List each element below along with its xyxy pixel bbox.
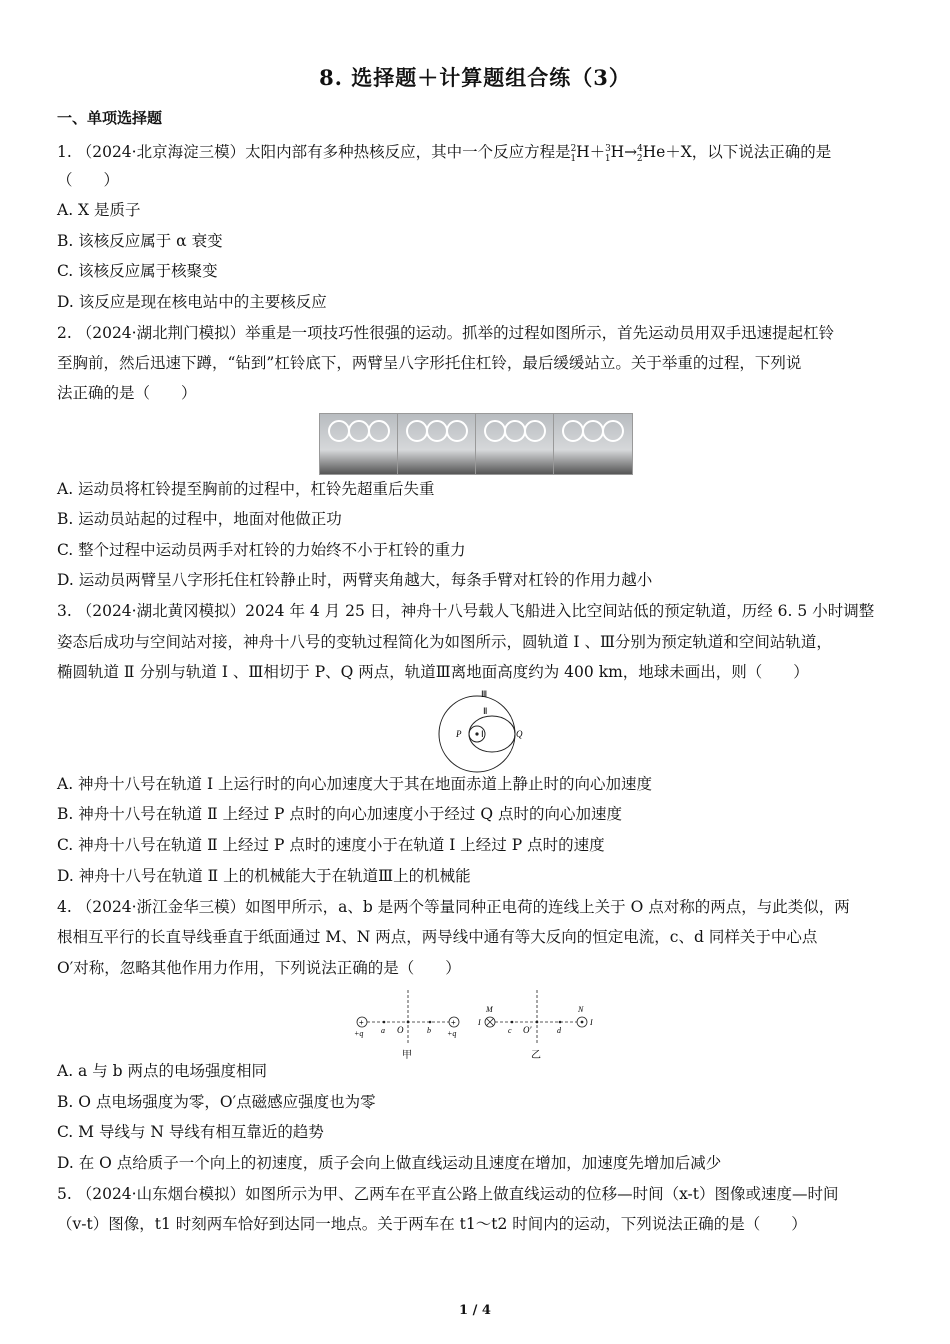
section-heading: 一、单项选择题 (57, 109, 163, 127)
weightlifting-photo-3 (475, 413, 555, 475)
orbit-diagram (430, 688, 530, 774)
q4-option-c: C. M 导线与 N 导线有相互靠近的趋势 (57, 1123, 324, 1141)
label-d: d (557, 1026, 561, 1035)
page-number: 1 / 4 (459, 1303, 491, 1318)
q2-stem-line3: 法正确的是（ ） (57, 384, 197, 402)
label-plus-q-right: +q (447, 1029, 457, 1038)
q2-option-b: B. 运动员站起的过程中，地面对他做正功 (57, 510, 342, 528)
q3-stem-line3: 椭圆轨道 Ⅱ 分别与轨道 Ⅰ 、Ⅲ相切于 P、Q 两点，轨道Ⅲ离地面高度约为 400 km，地球未画出，则（ ） (57, 663, 809, 681)
label-n: N (578, 1005, 584, 1014)
q1-option-d: D. 该反应是现在核电站中的主要核反应 (57, 293, 327, 311)
label-o: O (397, 1025, 404, 1035)
q4-stem-line1: 4. （2024·浙江金华三模）如图甲所示，a、b 是两个等量同种正电荷的连线上关于 O 点对称的两点，与此类似，两 (57, 898, 850, 916)
q2-stem-line1: 2. （2024·湖北荆门模拟）举重是一项技巧性很强的运动。抓举的过程如图所示，首先运动员用双手迅速提起杠铃 (57, 324, 835, 342)
label-iii: Ⅲ (481, 689, 488, 699)
label-i-right: I (590, 1018, 593, 1027)
q1-source: （2024·北京海淀三模） (76, 143, 246, 162)
q3-option-d: D. 神舟十八号在轨道 Ⅱ 上的机械能大于在轨道Ⅲ上的机械能 (57, 867, 471, 885)
q2-option-a: A. 运动员将杠铃提至胸前的过程中，杠铃先超重后失重 (57, 480, 435, 498)
q4-stem-line3: O′对称，忽略其他作用力作用，下列说法正确的是（ ） (57, 959, 461, 977)
label-jia: 甲 (402, 1050, 412, 1061)
q2-stem-line2: 至胸前，然后迅速下蹲，“钻到”杠铃底下，两臂呈八字形托住杠铃，最后缓缓站立。关于举重的过程，下列说 (57, 354, 802, 372)
svg-text:+: + (359, 1018, 364, 1027)
q2-option-c: C. 整个过程中运动员两手对杠铃的力始终不小于杠铃的重力 (57, 541, 466, 559)
q1-text-tail: He＋X，以下说法正确的是 (642, 143, 832, 162)
charge-wire-diagram (350, 984, 605, 1062)
q2-option-d: D. 运动员两臂呈八字形托住杠铃静止时，两臂夹角越大，每条手臂对杠铃的作用力越小 (57, 571, 653, 589)
q1-equation: $^2_1$H＋$^3_1$H→$^4_2$ (570, 143, 643, 165)
q5-stem-line2: （v-t）图像，t1 时刻两车恰好到达同一地点。关于两车在 t1～t2 时间内的运动，下列说法正确的是（ ） (57, 1215, 807, 1233)
page-title: 8. 选择题＋计算题组合练（3） (319, 65, 631, 90)
q1-text: 太阳内部有多种热核反应，其中一个反应方程是 (245, 143, 571, 162)
q1-number: 1. (57, 143, 77, 162)
q3-option-b: B. 神舟十八号在轨道 Ⅱ 上经过 P 点时的向心加速度小于经过 Q 点时的向心加速度 (57, 805, 622, 823)
weightlifting-photo-4 (553, 413, 633, 475)
q3-stem-line2: 姿态后成功与空间站对接，神舟十八号的变轨过程简化为如图所示，圆轨道 Ⅰ 、Ⅲ分别为预定轨道和空间站轨道， (57, 633, 832, 651)
q3-stem-line1: 3. （2024·湖北黄冈模拟）2024 年 4 月 25 日，神舟十八号载人飞船进入比空间站低的预定轨道，历经 6. 5 小时调整 (57, 602, 875, 620)
q5-stem-line1: 5. （2024·山东烟台模拟）如图所示为甲、乙两车在平直公路上做直线运动的位移—时间（x-t）图像或速度—时间 (57, 1185, 839, 1203)
label-yi: 乙 (531, 1050, 541, 1061)
label-plus-q-left: +q (354, 1029, 364, 1038)
label-q: Q (516, 729, 523, 739)
label-b: b (427, 1026, 431, 1035)
q1-option-b: B. 该核反应属于 α 衰变 (57, 232, 223, 250)
label-i-left: I (478, 1018, 481, 1027)
label-a: a (381, 1026, 385, 1035)
label-c: c (508, 1026, 512, 1035)
q4-option-b: B. O 点电场强度为零，O′点磁感应强度也为零 (57, 1093, 376, 1111)
label-o-prime: O′ (523, 1025, 532, 1035)
svg-text:+: + (451, 1018, 456, 1027)
q4-option-d: D. 在 O 点给质子一个向上的初速度，质子会向上做直线运动且速度在增加，加速度先增加后减少 (57, 1154, 722, 1172)
weightlifting-photo-2 (397, 413, 477, 475)
label-i: Ⅰ (481, 729, 484, 739)
label-ii: Ⅱ (483, 706, 488, 716)
q1-option-a: A. X 是质子 (57, 201, 141, 219)
q3-option-c: C. 神舟十八号在轨道 Ⅱ 上经过 P 点时的速度小于在轨道 Ⅰ 上经过 P 点时的速度 (57, 836, 605, 854)
q3-option-a: A. 神舟十八号在轨道 Ⅰ 上运行时的向心加速度大于其在地面赤道上静止时的向心加速度 (57, 775, 653, 793)
q4-option-a: A. a 与 b 两点的电场强度相同 (57, 1062, 267, 1080)
label-m: M (486, 1005, 493, 1014)
label-p: P (456, 729, 462, 739)
q1-blank: （ ） (57, 171, 120, 189)
weightlifting-photo-1 (319, 413, 399, 475)
q4-stem-line2: 根相互平行的长直导线垂直于纸面通过 M、N 两点，两导线中通有等大反向的恒定电流，c、d 同样关于中心点 (57, 928, 818, 946)
q1-option-c: C. 该核反应属于核聚变 (57, 262, 218, 280)
q1-stem (57, 139, 893, 169)
